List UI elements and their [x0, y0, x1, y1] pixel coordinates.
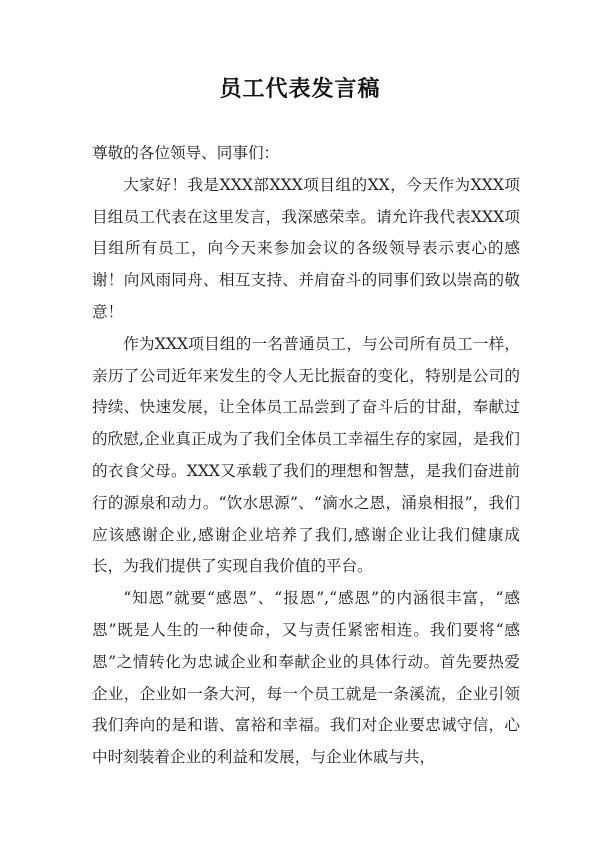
salutation: 尊敬的各位领导、同事们： [92, 144, 280, 162]
paragraph-repay-kindness: “知恩”就要“感恩”、“报恩”,“感恩”的内涵很丰富，“感恩”既是人生的一种使命，又与责任紧密相连。我们要将“感恩”之情转化为忠诚企业和奉献企业的具体行动。首先要热爱企业，企业如一条大河，每一个员工就是一条溪流，企业引领我们奔向的是和谐、富裕和幸福。我们对企业要忠诚守信，心中时刻装着企业的利益和发展，与企业休戚与共， [92, 589, 520, 767]
paragraph-gratitude: 作为XXX项目组的一名普通员工，与公司所有员工一样，亲历了公司近年来发生的令人无比振奋的变化，特别是公司的持续、快速发展，让全体员工品尝到了奋斗后的甘甜，奉献过的欣慰,企业真正成为了我们全体员工幸福生存的家园，是我们的衣食父母。XXX又承载了我们的理想和智慧，是我们奋进前行的源泉和动力。“饮水思源”、“滴水之恩，涌泉相报”，我们应该感谢企业,感谢企业培养了我们,感谢企业让我们健康成长，为我们提供了实现自我价值的平台。 [92, 334, 520, 576]
document-title: 员工代表发言稿 [219, 76, 381, 102]
document-body [92, 138, 520, 774]
paragraph-greeting: 大家好！我是XXX部XXX项目组的XX，今天作为XXX项目组员工代表在这里发言，我深感荣幸。请允许我代表XXX项目组所有员工，向今天来参加会议的各级领导表示衷心的感谢！向风雨同舟、相互支持、并肩奋斗的同事们致以崇高的敬意！ [92, 175, 520, 321]
